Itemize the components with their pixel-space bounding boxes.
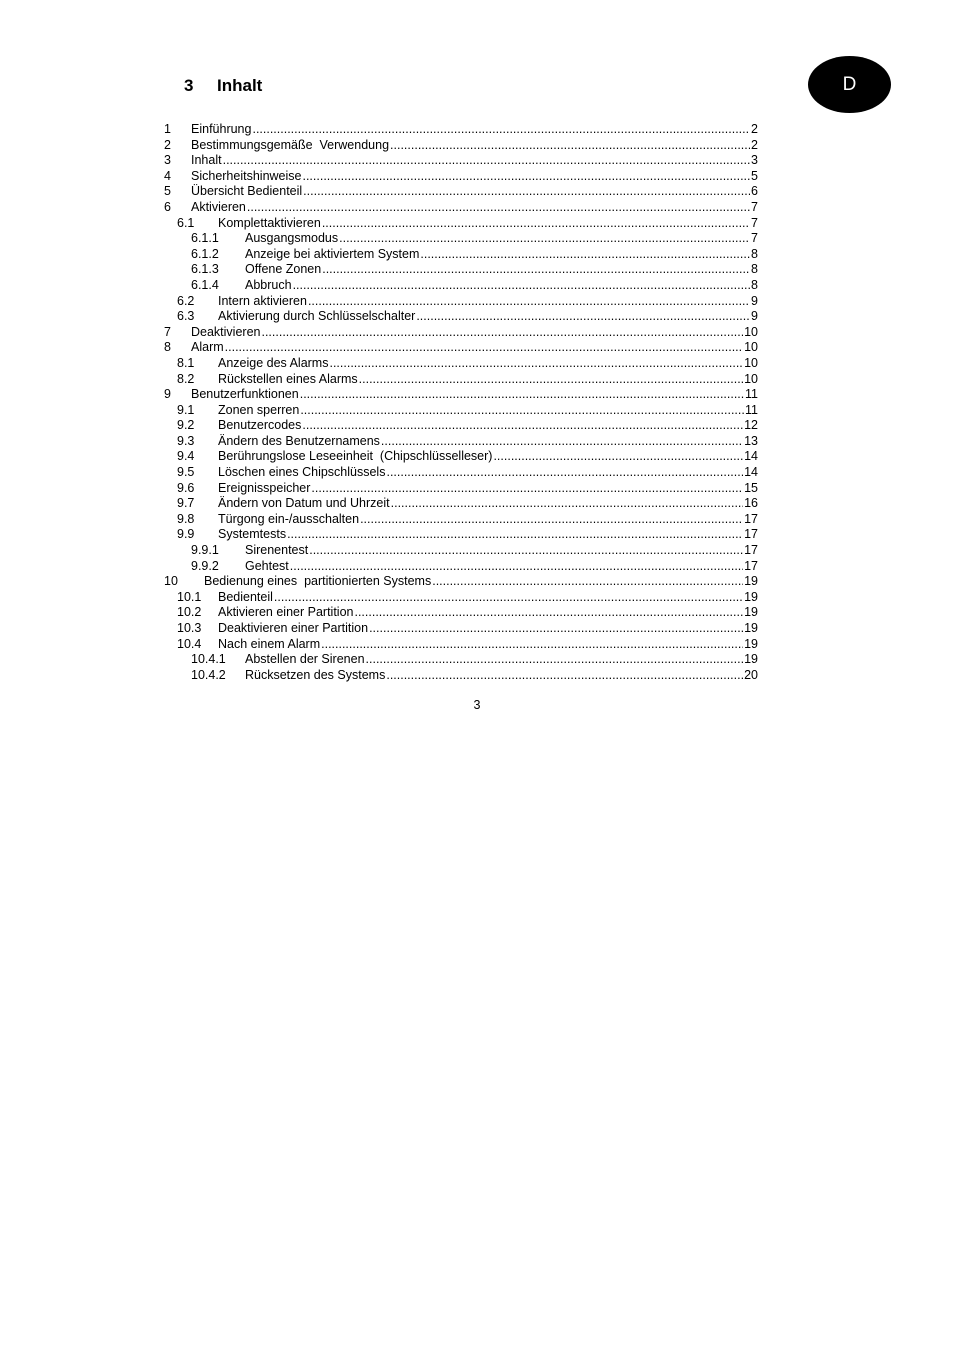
toc-entry-page: 19	[744, 589, 758, 604]
toc-entry-title: Löschen eines Chipschlüssels	[218, 465, 386, 480]
toc-entry-page: 10	[744, 355, 758, 370]
toc-dot-leader	[309, 543, 743, 559]
toc-entry-number: 9.9	[177, 527, 195, 542]
toc-entry-page: 17	[744, 511, 758, 526]
toc-entry-line	[218, 496, 758, 512]
section-number: 3	[184, 76, 194, 95]
toc-entry-line	[218, 512, 758, 528]
toc-entry-page: 19	[744, 636, 758, 651]
toc-entry-title: Anzeige des Alarms	[218, 355, 329, 370]
toc-entry-page: 17	[744, 558, 758, 573]
toc-dot-leader	[339, 231, 750, 247]
toc-entry-page: 10	[744, 340, 758, 355]
toc-dot-leader	[329, 356, 743, 372]
toc-entry-line	[218, 481, 758, 497]
toc-entry-number: 6.3	[177, 309, 195, 324]
toc-entry-page: 7	[751, 231, 758, 246]
toc-entry-line	[191, 138, 758, 154]
toc-entry-line	[191, 153, 758, 169]
toc-entry-title: Systemtests	[218, 527, 287, 542]
toc-entry-title: Intern aktivieren	[218, 293, 307, 308]
toc-entry-line	[191, 122, 758, 138]
toc-dot-leader	[303, 184, 750, 200]
toc-dot-leader	[302, 169, 750, 185]
toc-dot-leader	[386, 465, 743, 481]
toc-entry-title: Aktivieren	[191, 199, 246, 214]
toc-entry[interactable]	[0, 231, 954, 247]
toc-entry-number: 10.4	[177, 636, 202, 651]
toc-entry-number: 6.1.1	[191, 231, 219, 246]
toc-entry-line	[245, 652, 758, 668]
toc-entry-title: Offene Zonen	[245, 262, 322, 277]
toc-entry[interactable]	[0, 184, 954, 200]
toc-entry-number: 5	[164, 184, 171, 199]
toc-entry-page: 11	[745, 387, 758, 402]
toc-dot-leader	[386, 668, 743, 684]
toc-entry-line	[191, 340, 758, 356]
toc-entry-title: Gehtest	[245, 558, 289, 573]
toc-entry-title: Aktivierung durch Schlüsselschalter	[218, 309, 416, 324]
toc-entry-title: Ändern des Benutzernamens	[218, 433, 380, 448]
toc-entry-number: 9.5	[177, 465, 195, 480]
toc-entry[interactable]	[0, 543, 954, 559]
toc-entry-line	[218, 637, 758, 653]
toc-dot-leader	[274, 590, 743, 606]
toc-dot-leader	[366, 652, 744, 668]
toc-entry[interactable]	[0, 216, 954, 232]
toc-entry-page: 9	[751, 309, 758, 324]
toc-entry-number: 9.3	[177, 433, 195, 448]
toc-entry-line	[218, 605, 758, 621]
toc-entry-title: Ausgangsmodus	[245, 231, 339, 246]
toc-entry[interactable]	[0, 325, 954, 341]
toc-entry-number: 10.3	[177, 621, 202, 635]
toc-dot-leader	[381, 434, 743, 450]
toc-entry-line	[204, 574, 758, 590]
toc-entry-number: 6.1.3	[191, 262, 219, 277]
toc-dot-leader	[391, 496, 743, 512]
toc-entry[interactable]	[0, 247, 954, 263]
toc-entry[interactable]	[0, 309, 954, 325]
toc-entry-page: 7	[751, 199, 758, 214]
toc-entry-number: 9.6	[177, 480, 195, 495]
toc-entry-page: 9	[751, 293, 758, 308]
toc-entry[interactable]	[0, 356, 954, 372]
toc-entry-title: Bedienung eines partitionierten Systems	[204, 574, 432, 589]
toc-entry[interactable]	[0, 481, 954, 497]
toc-entry-title: Alarm	[191, 340, 224, 355]
toc-entry-title: Anzeige bei aktiviertem System	[245, 246, 420, 261]
toc-entry-title: Nach einem Alarm	[218, 636, 321, 651]
toc-entry-line	[218, 418, 758, 434]
toc-entry-number: 6.1.4	[191, 277, 219, 292]
toc-dot-leader	[390, 138, 750, 154]
toc-entry-page: 19	[744, 605, 758, 620]
toc-entry-title: Berührungslose Leseeinheit (Chipschlüsselleser)	[218, 449, 493, 464]
toc-entry[interactable]	[0, 621, 954, 637]
toc-entry-page: 19	[744, 574, 758, 589]
toc-entry[interactable]	[0, 294, 954, 310]
toc-dot-leader	[300, 403, 744, 419]
toc-entry-title: Aktivieren einer Partition	[218, 605, 354, 620]
toc-entry-number: 10.1	[177, 589, 202, 604]
toc-entry[interactable]	[0, 652, 954, 668]
toc-entry-page: 10	[744, 324, 758, 339]
toc-entry[interactable]	[0, 574, 954, 590]
toc-entry-page: 5	[751, 168, 758, 183]
toc-entry[interactable]	[0, 262, 954, 278]
toc-entry[interactable]	[0, 200, 954, 216]
toc-dot-leader	[321, 637, 743, 653]
toc-dot-leader	[369, 621, 743, 637]
toc-entry-number: 10.4.2	[191, 667, 226, 682]
page-number: 3	[473, 698, 481, 712]
toc-entry-number: 9.7	[177, 496, 195, 511]
toc-entry[interactable]	[0, 434, 954, 450]
toc-entry-page: 7	[751, 215, 758, 230]
toc-entry-title: Deaktivieren	[191, 324, 261, 339]
toc-entry-line	[218, 216, 758, 232]
toc-entry-page: 8	[751, 246, 758, 261]
toc-entry-page: 14	[744, 465, 758, 480]
toc-dot-leader	[225, 340, 743, 356]
toc-dot-leader	[420, 247, 750, 263]
toc-entry-line	[245, 543, 758, 559]
toc-entry-title: Bestimmungsgemäße Verwendung	[191, 137, 390, 152]
toc-entry-page: 2	[751, 137, 758, 152]
toc-entry[interactable]	[0, 496, 954, 512]
toc-entry[interactable]	[0, 465, 954, 481]
toc-entry-line	[218, 465, 758, 481]
toc-entry[interactable]	[0, 590, 954, 606]
toc-entry-page: 14	[744, 449, 758, 464]
toc-entry-page: 6	[751, 184, 758, 199]
toc-dot-leader	[300, 387, 744, 403]
toc-entry-title: Benutzercodes	[218, 418, 302, 433]
toc-entry-title: Ändern von Datum und Uhrzeit	[218, 496, 390, 511]
toc-entry-number: 6.1.2	[191, 246, 219, 261]
toc-entry-title: Sicherheitshinweise	[191, 168, 302, 183]
toc-entry-line	[218, 590, 758, 606]
toc-dot-leader	[308, 294, 750, 310]
toc-entry-page: 11	[745, 402, 758, 417]
toc-dot-leader	[302, 418, 743, 434]
toc-entry-number: 8.2	[177, 371, 195, 386]
toc-entry-page: 3	[751, 153, 758, 168]
toc-entry[interactable]	[0, 668, 954, 684]
toc-dot-leader	[311, 481, 743, 497]
toc-entry-number: 6.1	[177, 215, 195, 230]
toc-entry[interactable]	[0, 387, 954, 403]
toc-entry-line	[218, 356, 758, 372]
toc-entry-page: 10	[744, 371, 758, 386]
toc-entry-number: 9	[164, 387, 171, 402]
toc-entry-title: Rückstellen eines Alarms	[218, 371, 358, 386]
toc-entry[interactable]	[0, 449, 954, 465]
toc-entry-title: Abbruch	[245, 277, 292, 292]
toc-entry-line	[218, 449, 758, 465]
toc-entry-title: Bedienteil	[218, 589, 273, 604]
toc-entry[interactable]	[0, 278, 954, 294]
toc-entry-number: 3	[164, 153, 171, 168]
toc-entry-number: 7	[164, 324, 171, 339]
toc-entry-number: 9.9.1	[191, 543, 219, 558]
toc-entry-title: Zonen sperren	[218, 402, 300, 417]
toc-entry-number: 10	[164, 574, 178, 589]
toc-entry-line	[218, 434, 758, 450]
toc-dot-leader	[223, 153, 750, 169]
toc-entry-line	[245, 668, 758, 684]
toc-entry-page: 19	[744, 621, 758, 635]
toc-entry[interactable]	[0, 512, 954, 528]
toc-entry-title: Ereignisspeicher	[218, 480, 311, 495]
toc-entry-number: 4	[164, 168, 171, 183]
toc-entry-line	[245, 231, 758, 247]
toc-entry-number: 9.8	[177, 511, 195, 526]
section-title: Inhalt	[217, 76, 263, 95]
toc-dot-leader	[493, 449, 743, 465]
toc-entry-number: 6	[164, 199, 171, 214]
toc-entry-page: 19	[744, 652, 758, 667]
toc-entry-line	[191, 184, 758, 200]
toc-entry-number: 9.2	[177, 418, 195, 433]
toc-entry-line	[218, 621, 758, 637]
toc-entry-number: 10.4.1	[191, 652, 226, 667]
toc-entry-number: 10.2	[177, 605, 202, 620]
toc-entry-page: 16	[744, 496, 758, 511]
toc-entry-page: 15	[744, 480, 758, 495]
toc-dot-leader	[247, 200, 750, 216]
toc-entry-title: Übersicht Bedienteil	[191, 184, 303, 199]
toc-entry-line	[218, 309, 758, 325]
toc-entry[interactable]	[0, 153, 954, 169]
toc-entry-title: Komplettaktivieren	[218, 215, 321, 230]
toc-dot-leader	[261, 325, 743, 341]
toc-entry-line	[245, 278, 758, 294]
toc-entry-page: 12	[744, 418, 758, 433]
toc-entry-line	[245, 262, 758, 278]
toc-entry-page: 17	[744, 543, 758, 558]
toc-entry[interactable]	[0, 340, 954, 356]
toc-entry-number: 1	[164, 122, 171, 136]
toc-entry-line	[218, 294, 758, 310]
toc-entry[interactable]	[0, 122, 954, 138]
toc-dot-leader	[360, 512, 743, 528]
toc-dot-leader	[432, 574, 743, 590]
toc-entry-title: Rücksetzen des Systems	[245, 667, 386, 682]
toc-entry-number: 9.1	[177, 402, 195, 417]
toc-entry[interactable]	[0, 637, 954, 653]
toc-entry-page: 13	[744, 433, 758, 448]
toc-entry[interactable]	[0, 605, 954, 621]
toc-entry-line	[191, 387, 758, 403]
toc-entry-title: Sirenentest	[245, 543, 309, 558]
toc-entry-number: 6.2	[177, 293, 195, 308]
language-badge: D	[808, 56, 891, 113]
toc-entry[interactable]	[0, 559, 954, 575]
toc-dot-leader	[290, 559, 743, 575]
toc-entry-number: 8.1	[177, 355, 195, 370]
toc-entry-line	[191, 325, 758, 341]
toc-dot-leader	[354, 605, 743, 621]
toc-entry-title: Benutzerfunktionen	[191, 387, 299, 402]
toc-entry-line	[191, 169, 758, 185]
toc-entry-line	[245, 247, 758, 263]
toc-entry-line	[218, 372, 758, 388]
toc-dot-leader	[359, 372, 743, 388]
toc-entry-page: 2	[751, 122, 758, 136]
toc-entry[interactable]	[0, 418, 954, 434]
toc-dot-leader	[322, 216, 750, 232]
toc-entry-line	[191, 200, 758, 216]
toc-entry-line	[218, 527, 758, 543]
toc-entry[interactable]	[0, 169, 954, 185]
toc-entry-page: 8	[751, 262, 758, 277]
section-heading	[184, 76, 262, 96]
toc-entry-number: 2	[164, 137, 171, 152]
toc-entry[interactable]	[0, 372, 954, 388]
toc-dot-leader	[293, 278, 750, 294]
toc-dot-leader	[416, 309, 750, 325]
toc-entry-title: Abstellen der Sirenen	[245, 652, 365, 667]
toc-entry[interactable]	[0, 403, 954, 419]
toc-entry-number: 8	[164, 340, 171, 355]
table-of-contents	[0, 122, 954, 683]
toc-dot-leader	[287, 527, 743, 543]
toc-entry-number: 9.4	[177, 449, 195, 464]
toc-entry-title: Inhalt	[191, 153, 222, 168]
toc-entry-page: 20	[744, 667, 758, 682]
toc-entry-page: 17	[744, 527, 758, 542]
toc-entry[interactable]	[0, 138, 954, 154]
toc-entry-line	[245, 559, 758, 575]
toc-entry-title: Einführung	[191, 122, 252, 136]
toc-dot-leader	[322, 262, 750, 278]
toc-dot-leader	[252, 122, 750, 138]
toc-entry-line	[218, 403, 758, 419]
toc-entry-number: 9.9.2	[191, 558, 219, 573]
toc-entry-title: Deaktivieren einer Partition	[218, 621, 369, 635]
toc-entry[interactable]	[0, 527, 954, 543]
toc-entry-page: 8	[751, 277, 758, 292]
toc-entry-title: Türgong ein-/ausschalten	[218, 511, 360, 526]
